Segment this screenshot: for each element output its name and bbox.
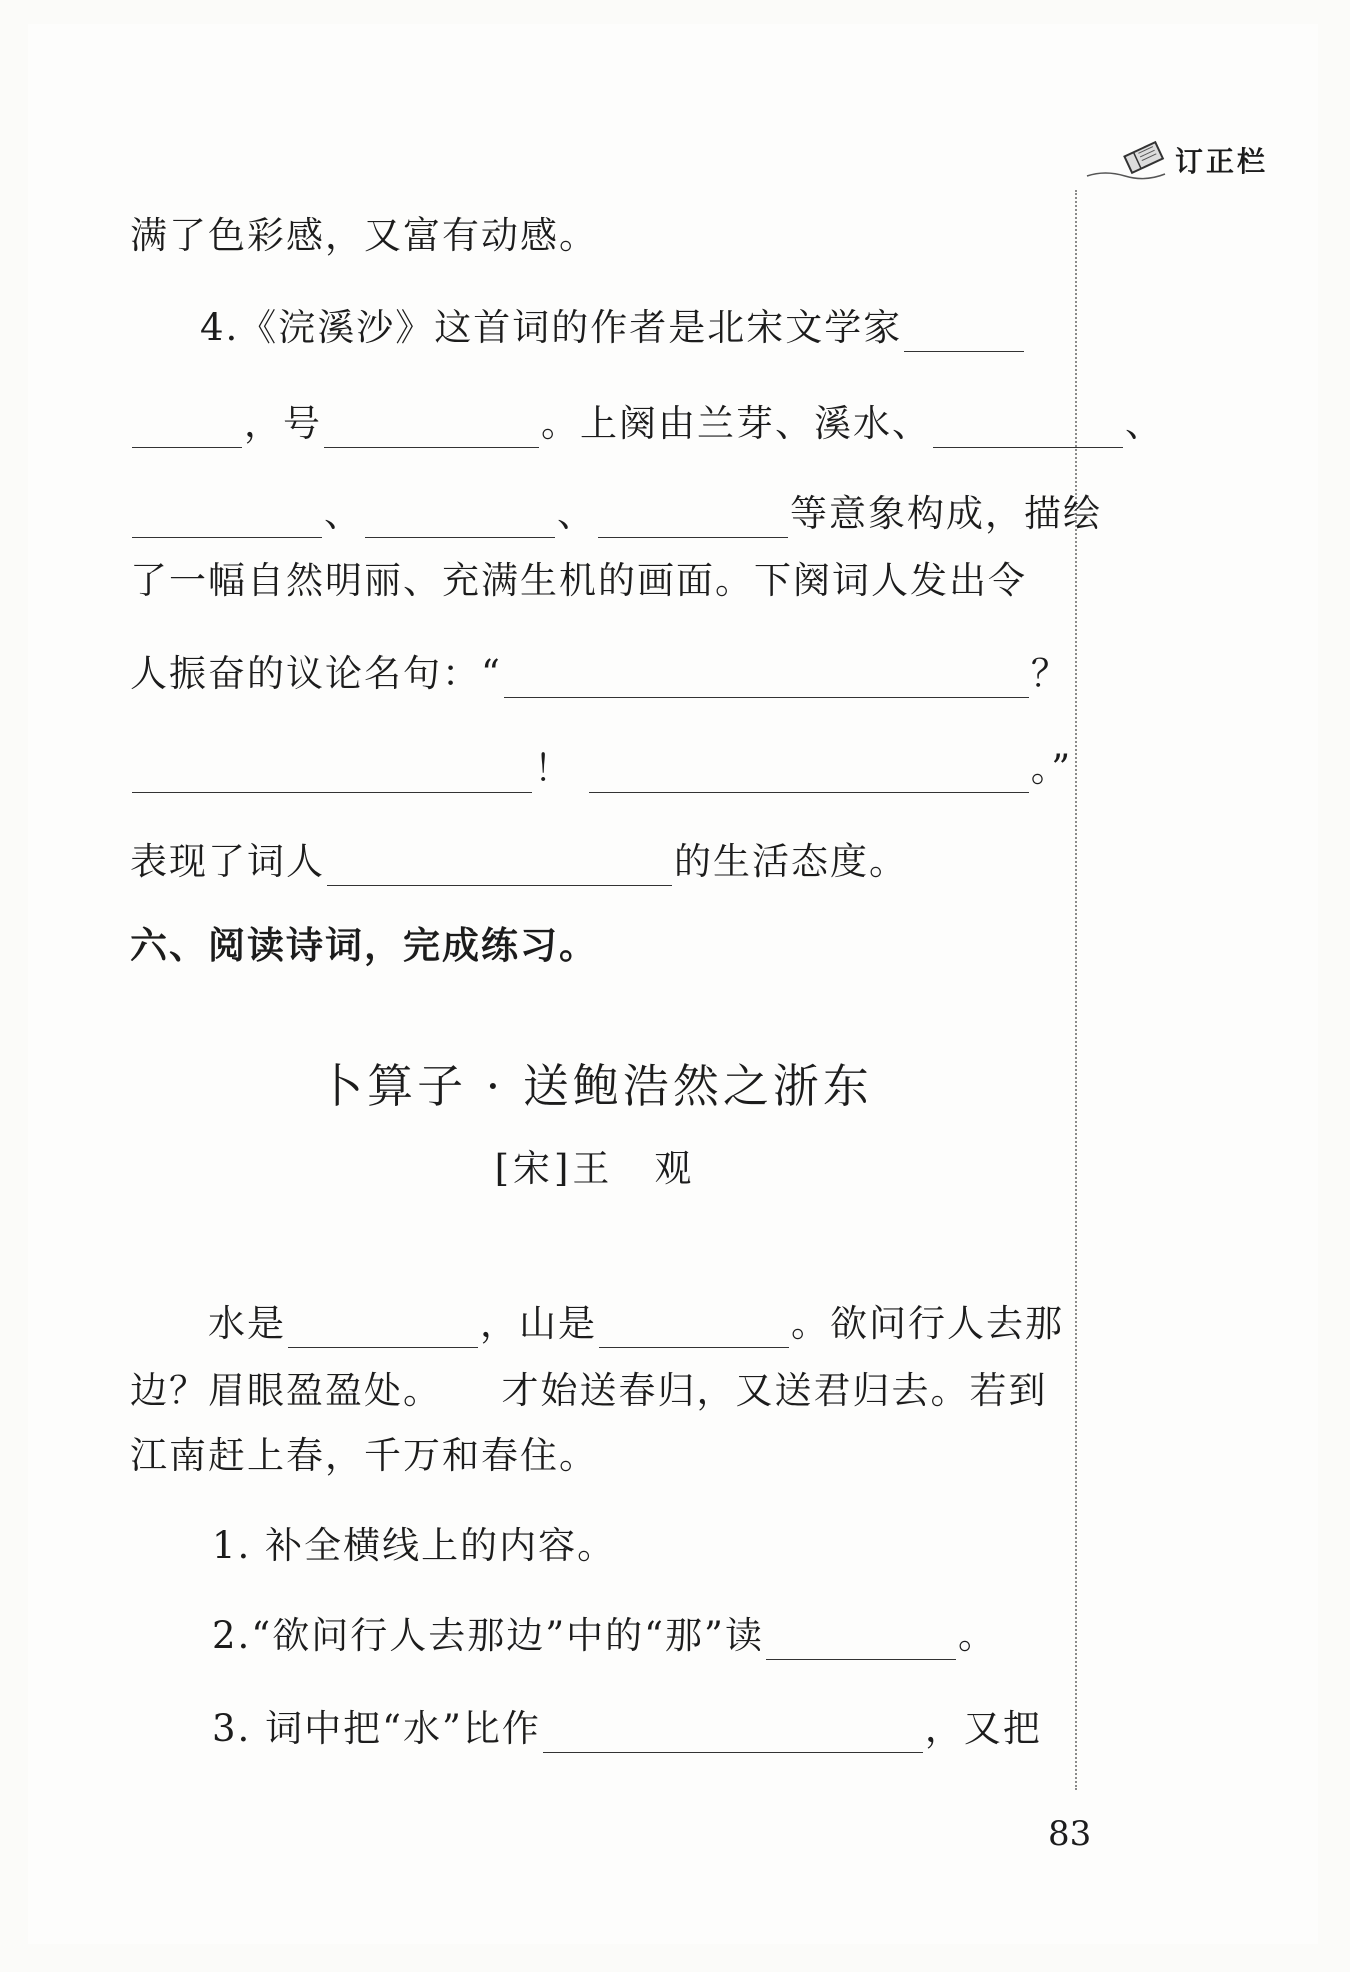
text-line: 了一幅自然明丽、充满生机的画面。下阕词人发出令 — [130, 559, 1027, 602]
answer-blank-image-2[interactable] — [132, 497, 322, 538]
answer-blank-water[interactable] — [288, 1307, 478, 1348]
question-2: 2.“欲问行人去那边”中的“那”读 。 — [212, 1612, 997, 1660]
answer-blank-name[interactable] — [132, 407, 242, 448]
page-number: 83 — [1048, 1814, 1092, 1854]
correction-column-label: 订正栏 — [1175, 145, 1269, 178]
answer-blank-metaphor[interactable] — [543, 1712, 923, 1753]
poem-author: [宋]王 观 — [494, 1147, 696, 1190]
question-3: 3. 词中把“水”比作 ，又把 — [212, 1705, 1042, 1753]
answer-blank-mountain[interactable] — [599, 1307, 789, 1348]
eraser-icon — [1085, 138, 1180, 183]
poem-title: 卜算子 · 送鲍浩然之浙东 — [317, 1059, 873, 1113]
answer-blank-image-3[interactable] — [365, 497, 555, 538]
question-4-line-1: 4.《浣溪沙》这首词的作者是北宋文学家 — [200, 304, 1026, 352]
answer-blank-image-4[interactable] — [598, 497, 788, 538]
question-4-line-6: ！ 。” — [130, 745, 1072, 793]
poem-line-2: 边？眉眼盈盈处。 才始送春归，又送君归去。若到 — [130, 1369, 1048, 1412]
poem-line-1: 水是 ，山是 。欲问行人去那 — [208, 1300, 1064, 1348]
section-heading: 六、阅读诗词，完成练习。 — [130, 924, 598, 967]
answer-blank-attitude[interactable] — [327, 845, 672, 886]
answer-blank-author[interactable] — [904, 311, 1024, 352]
question-4-line-3: 、 、 等意象构成，描绘 — [130, 490, 1102, 538]
text-line: 满了色彩感，又富有动感。 — [130, 214, 598, 257]
answer-blank-image-1[interactable] — [933, 407, 1123, 448]
question-4-line-7: 表现了词人 的生活态度。 — [130, 838, 908, 886]
answer-blank-quote-2[interactable] — [132, 752, 532, 793]
question-1: 1. 补全横线上的内容。 — [212, 1524, 617, 1567]
answer-blank-quote-1[interactable] — [504, 657, 1029, 698]
correction-column-header — [1085, 130, 1305, 190]
poem-line-3: 江南赶上春，千万和春住。 — [130, 1434, 598, 1477]
answer-blank-quote-3[interactable] — [589, 752, 1029, 793]
question-4-line-5: 人振奋的议论名句：“ ？ — [130, 650, 1070, 698]
answer-blank-hao[interactable] — [324, 407, 539, 448]
question-4-line-2: ，号 。上阕由兰芽、溪水、 、 — [130, 400, 1164, 448]
answer-blank-pronunciation[interactable] — [766, 1619, 956, 1660]
